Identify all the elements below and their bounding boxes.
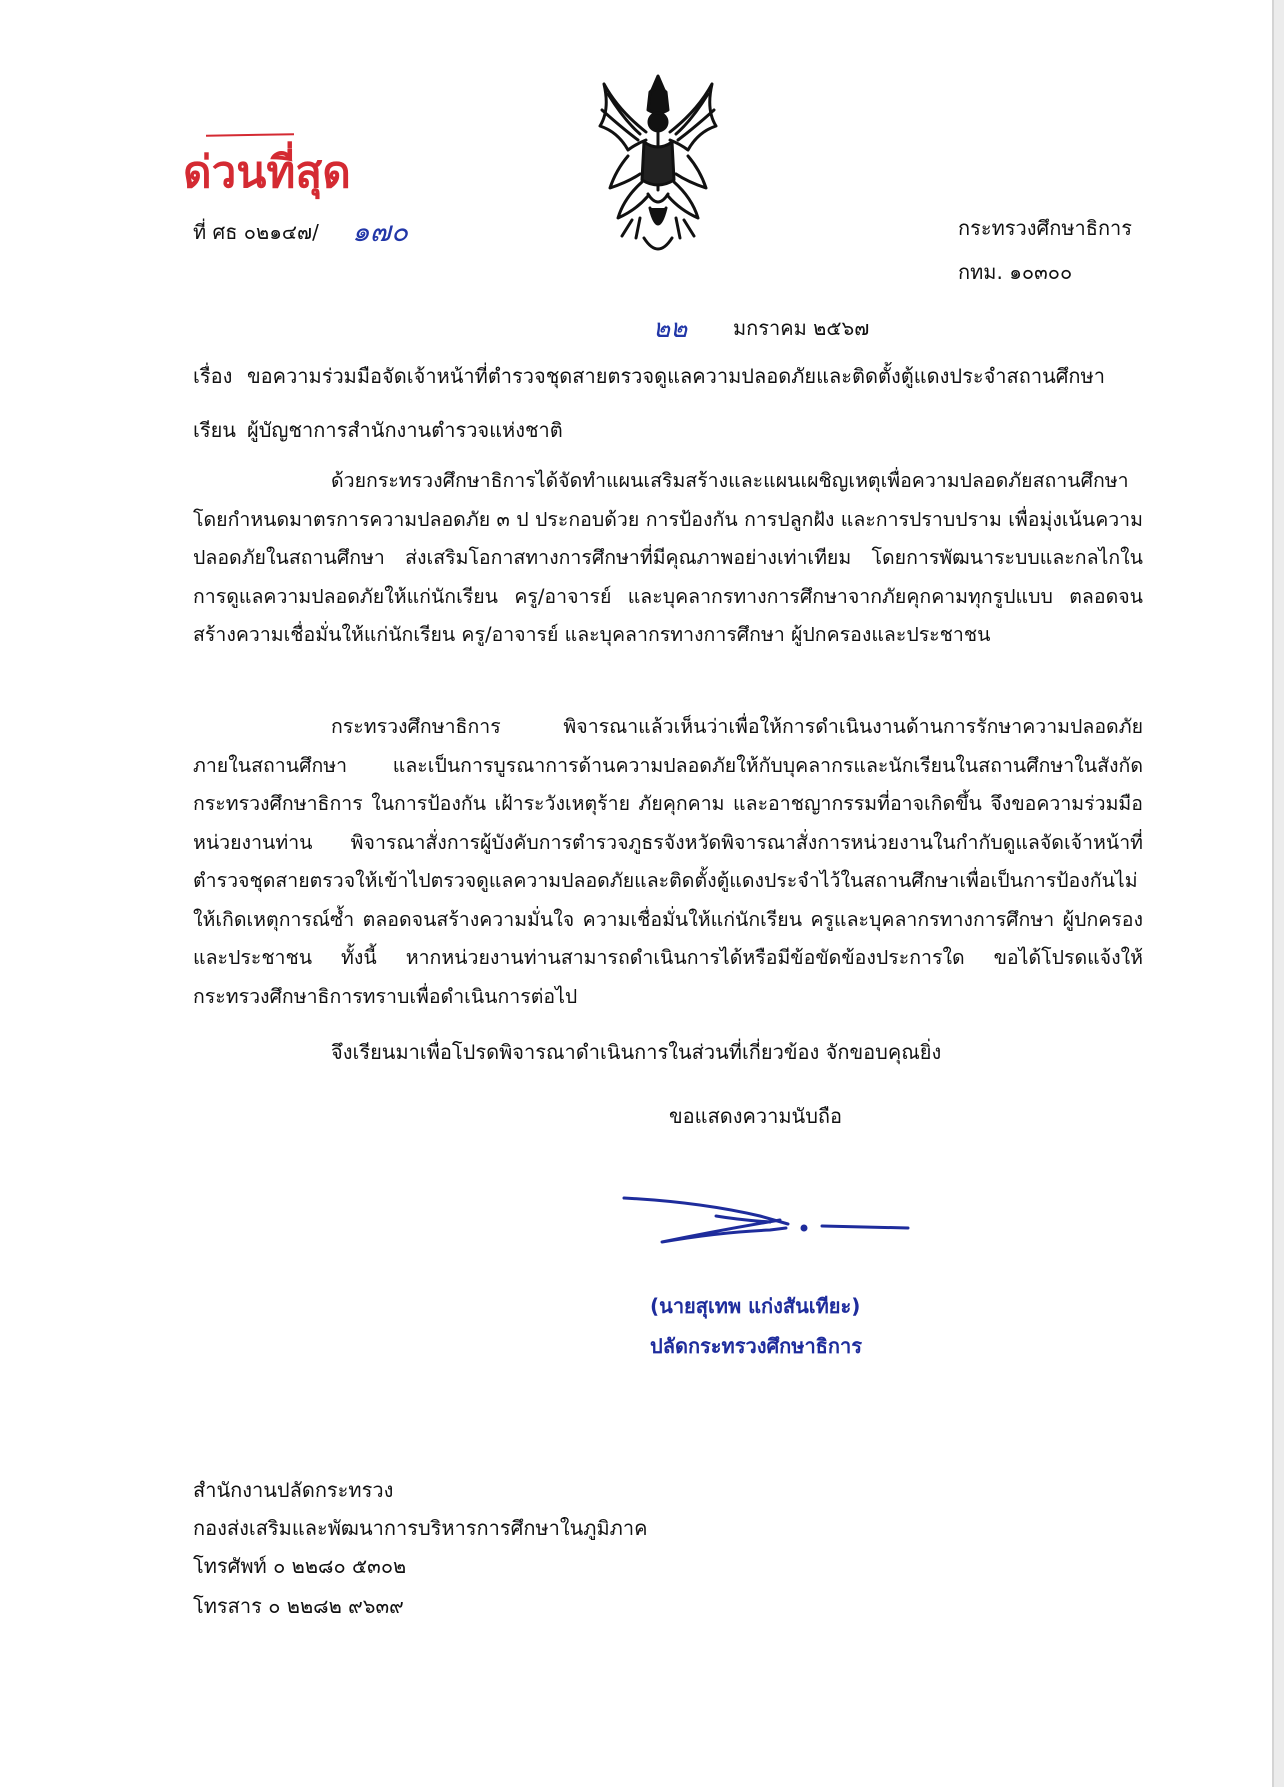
addressee-text: ผู้บัญชาการสำนักงานตำรวจแห่งชาติ bbox=[247, 418, 563, 442]
signer-name: (นายสุเทพ แก่งสันเทียะ) bbox=[650, 1294, 861, 1318]
urgent-stamp-line bbox=[206, 133, 294, 137]
body-paragraph-1: ด้วยกระทรวงศึกษาธิการได้จัดทำแผนเสริมสร้างและแผนเผชิญเหตุเพื่อความปลอดภัยสถานศึกษา โดยกำหนดมาตรการความปลอดภัย ๓ ป ประกอบด้วย การป้องกัน การปลูกฝัง และการปราบปราม เพื่อมุ่งเน้นความปลอดภัยในสถานศึกษา ส่งเสริมโอกาสทางการศึกษาที่มีคุณภาพอย่างเท่าเทียม โดยการพัฒนาระบบและกลไกในการดูแลความปลอดภัยให้แก่นักเรียน ครู/อาจารย์ และบุคลากรทางการศึกษาจากภัยคุกคามทุกรูปแบบ ตลอดจนสร้างความเชื่อมั่นให้แก่นักเรียน ครู/อาจารย์ และบุคลากรทางการศึกษา ผู้ปกครองและประชาชน bbox=[193, 469, 1143, 646]
footer-fax: โทรสาร ๐ ๒๒๘๒ ๙๖๓๙ bbox=[193, 1594, 404, 1618]
date-day-handwritten: ๒๒ bbox=[653, 314, 688, 344]
footer-division: กองส่งเสริมและพัฒนาการบริหารการศึกษาในภูมิภาค bbox=[193, 1516, 648, 1540]
garuda-emblem-icon bbox=[588, 70, 728, 262]
urgency-stamp: ด่วนที่สุด bbox=[183, 147, 351, 198]
subject-label: เรื่อง bbox=[193, 364, 233, 388]
salutation: ขอแสดงความนับถือ bbox=[669, 1104, 843, 1128]
body-paragraph-2: กระทรวงศึกษาธิการ พิจารณาแล้วเห็นว่าเพื่อให้การดำเนินงานด้านการรักษาความปลอดภัยภายในสถานศึกษา และเป็นการบูรณาการด้านความปลอดภัยให้กับบุคลากรและนักเรียนในสถานศึกษาในสังกัดกระทรวงศึกษาธิการ ในการป้องกัน เฝ้าระวังเหตุร้าย ภัยคุกคาม และอาชญากรรมที่อาจเกิดขึ้น จึงขอความร่วมมือหน่วยงานท่าน พิจารณาสั่งการผู้บังคับการตำรวจภูธรจังหวัดพิจารณาสั่งการหน่วยงานในกำกับดูแลจัดเจ้าหน้าที่ตำรวจชุดสายตรวจให้เข้าไปตรวจดูแลความปลอดภัยและติดตั้งตู้แดงประจำไว้ในสถานศึกษาเพื่อเป็นการป้องกันไม่ให้เกิดเหตุการณ์ซ้ำ ตลอดจนสร้างความมั่นใจ ความเชื่อมั่นให้แก่นักเรียน ครูและบุคลากรทางการศึกษา ผู้ปกครอง และประชาชน ทั้งนี้ หากหน่วยงานท่านสามารถดำเนินการได้หรือมีข้อขัดข้องประการใด ขอได้โปรดแจ้งให้กระทรวงศึกษาธิการทราบเพื่อดำเนินการต่อไป bbox=[193, 715, 1143, 1008]
footer-office: สำนักงานปลัดกระทรวง bbox=[193, 1478, 394, 1502]
closing-sentence: จึงเรียนมาเพื่อโปรดพิจารณาดำเนินการในส่วนที่เกี่ยวข้อง จักขอบคุณยิ่ง bbox=[331, 1040, 942, 1064]
ministry-name: กระทรวงศึกษาธิการ bbox=[958, 216, 1133, 240]
document-number: ที่ ศธ ๐๒๑๔๗/ bbox=[193, 220, 319, 244]
document-number-handwritten: ๑๗๐ bbox=[352, 215, 408, 248]
date-month-year: มกราคม ๒๕๖๗ bbox=[733, 316, 870, 340]
addressee-label: เรียน bbox=[193, 418, 236, 442]
ministry-address: กทม. ๑๐๓๐๐ bbox=[958, 260, 1073, 284]
footer-telephone: โทรศัพท์ ๐ ๒๒๘๐ ๕๓๐๒ bbox=[193, 1554, 407, 1578]
signer-position: ปลัดกระทรวงศึกษาธิการ bbox=[650, 1334, 862, 1358]
handwritten-signature bbox=[620, 1186, 910, 1248]
subject-text: ขอความร่วมมือจัดเจ้าหน้าที่ตำรวจชุดสายตรวจดูแลความปลอดภัยและติดตั้งตู้แดงประจำสถานศึกษา bbox=[247, 364, 1105, 388]
